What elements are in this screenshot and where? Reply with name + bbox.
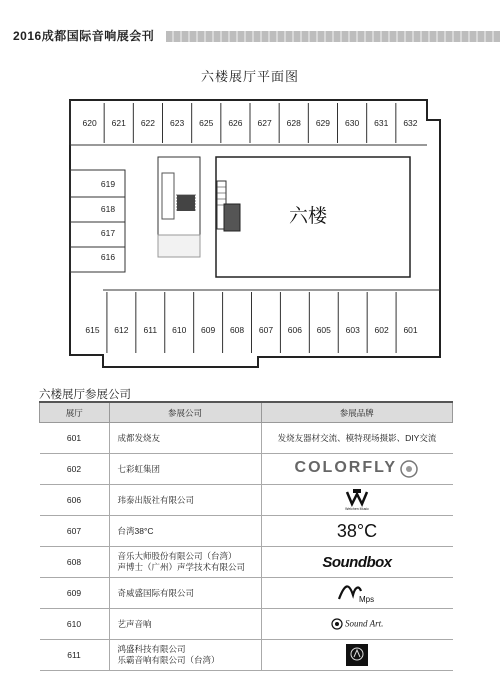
brand-cell xyxy=(261,485,453,516)
room-607: 607 xyxy=(258,325,274,335)
svg-text:Mps: Mps xyxy=(359,595,375,604)
room-627: 627 xyxy=(257,118,272,128)
38c-logo: 38°C xyxy=(336,520,378,541)
room-625: 625 xyxy=(199,118,214,128)
table-row xyxy=(40,423,453,454)
brand-cell xyxy=(261,578,453,609)
mps-logo-icon xyxy=(335,581,379,605)
room-632: 632 xyxy=(403,118,418,128)
room-612: 612 xyxy=(114,325,129,335)
room-629: 629 xyxy=(315,118,331,128)
exhibitors-table xyxy=(39,401,453,671)
company-name xyxy=(109,578,261,609)
company-line: 鸿盛科技有限公司 xyxy=(117,644,186,654)
room-610: 610 xyxy=(172,325,187,335)
page-header xyxy=(0,0,500,44)
table-row xyxy=(40,454,453,485)
header-hall: 展厅 xyxy=(40,402,110,423)
company-name xyxy=(109,516,261,547)
header-company: 参展公司 xyxy=(109,402,261,423)
room-606: 606 xyxy=(287,325,302,335)
welchen-music-logo-icon xyxy=(343,488,371,512)
room-611: 611 xyxy=(143,325,158,335)
brand-cell xyxy=(261,454,453,485)
company-line: 声博士（广州）声学技术有限公司 xyxy=(117,562,246,572)
soundbox-logo: Soundbox xyxy=(322,553,392,571)
brand-text: 发烧友器材交流、模特现场摄影、DIY交流 xyxy=(277,433,437,443)
room-622: 622 xyxy=(140,118,156,128)
room-626: 626 xyxy=(228,118,243,128)
table-row xyxy=(40,485,453,516)
room-618: 618 xyxy=(100,204,116,214)
sound-art-logo: Sound Art. xyxy=(345,618,384,629)
company-name xyxy=(109,609,261,640)
room-630: 630 xyxy=(344,118,360,128)
hall-number: 609 xyxy=(40,578,110,609)
table-row xyxy=(40,516,453,547)
company-line: 奇威盛国际有限公司 xyxy=(117,587,195,598)
company-line: 成都发烧友 xyxy=(117,432,161,443)
room-615: 615 xyxy=(85,325,100,335)
hall-number: 611 xyxy=(40,640,110,671)
svg-text:Welchen Music: Welchen Music xyxy=(345,507,369,511)
room-608: 608 xyxy=(229,325,245,335)
table-header-row xyxy=(40,402,453,423)
room-602: 602 xyxy=(374,325,389,335)
table-row xyxy=(40,609,453,640)
brand-cell xyxy=(261,547,453,578)
table-row xyxy=(40,640,453,671)
floorplan-title: 六楼展厅平面图 xyxy=(200,69,299,84)
room-620: 620 xyxy=(82,118,97,128)
room-617: 617 xyxy=(100,228,116,238)
header-brand: 参展品牌 xyxy=(261,402,453,423)
room-616: 616 xyxy=(100,252,116,262)
hall-number: 601 xyxy=(40,423,110,454)
company-line: 音乐大师股份有限公司（台湾） xyxy=(117,551,237,561)
room-628: 628 xyxy=(286,118,301,128)
company-name xyxy=(109,547,261,578)
brand-cell xyxy=(261,423,453,454)
sound-art-emblem-icon xyxy=(331,618,343,630)
room-605: 605 xyxy=(316,325,331,335)
company-name xyxy=(109,423,261,454)
center-hall-label: 六楼 xyxy=(288,206,328,227)
colorfly-crest-icon xyxy=(399,459,419,479)
table-row xyxy=(40,578,453,609)
floor-plan xyxy=(0,95,500,380)
company-line: 艺声音响 xyxy=(117,618,152,629)
brand-cell xyxy=(261,516,453,547)
company-name xyxy=(109,454,261,485)
publication-title: 2016成都国际音响展会刊 xyxy=(13,29,155,43)
room-631: 631 xyxy=(374,118,389,128)
company-name xyxy=(109,640,261,671)
brand-cell xyxy=(261,640,453,671)
company-name xyxy=(109,485,261,516)
room-603: 603 xyxy=(345,325,360,335)
room-601: 601 xyxy=(403,325,418,335)
company-line: 乐霸音响有限公司（台湾） xyxy=(117,655,220,665)
exhibitors-table-title: 六楼展厅参展公司 xyxy=(39,389,131,401)
hall-number: 602 xyxy=(40,454,110,485)
hall-number: 606 xyxy=(40,485,110,516)
company-line: 玮泰出版社有限公司 xyxy=(117,494,195,505)
hall-number: 607 xyxy=(40,516,110,547)
brand-cell xyxy=(261,609,453,640)
hall-number: 610 xyxy=(40,609,110,640)
room-621: 621 xyxy=(111,118,126,128)
brand-badge-icon xyxy=(346,644,368,666)
company-line: 七彩虹集团 xyxy=(117,463,161,474)
company-line: 台湾38°C xyxy=(117,525,154,536)
room-619: 619 xyxy=(100,179,116,189)
room-609: 609 xyxy=(201,325,216,335)
table-row xyxy=(40,547,453,578)
header-decorative-bar xyxy=(166,31,500,42)
room-623: 623 xyxy=(169,118,185,128)
colorfly-logo: COLORFLY xyxy=(294,458,398,476)
hall-number: 608 xyxy=(40,547,110,578)
